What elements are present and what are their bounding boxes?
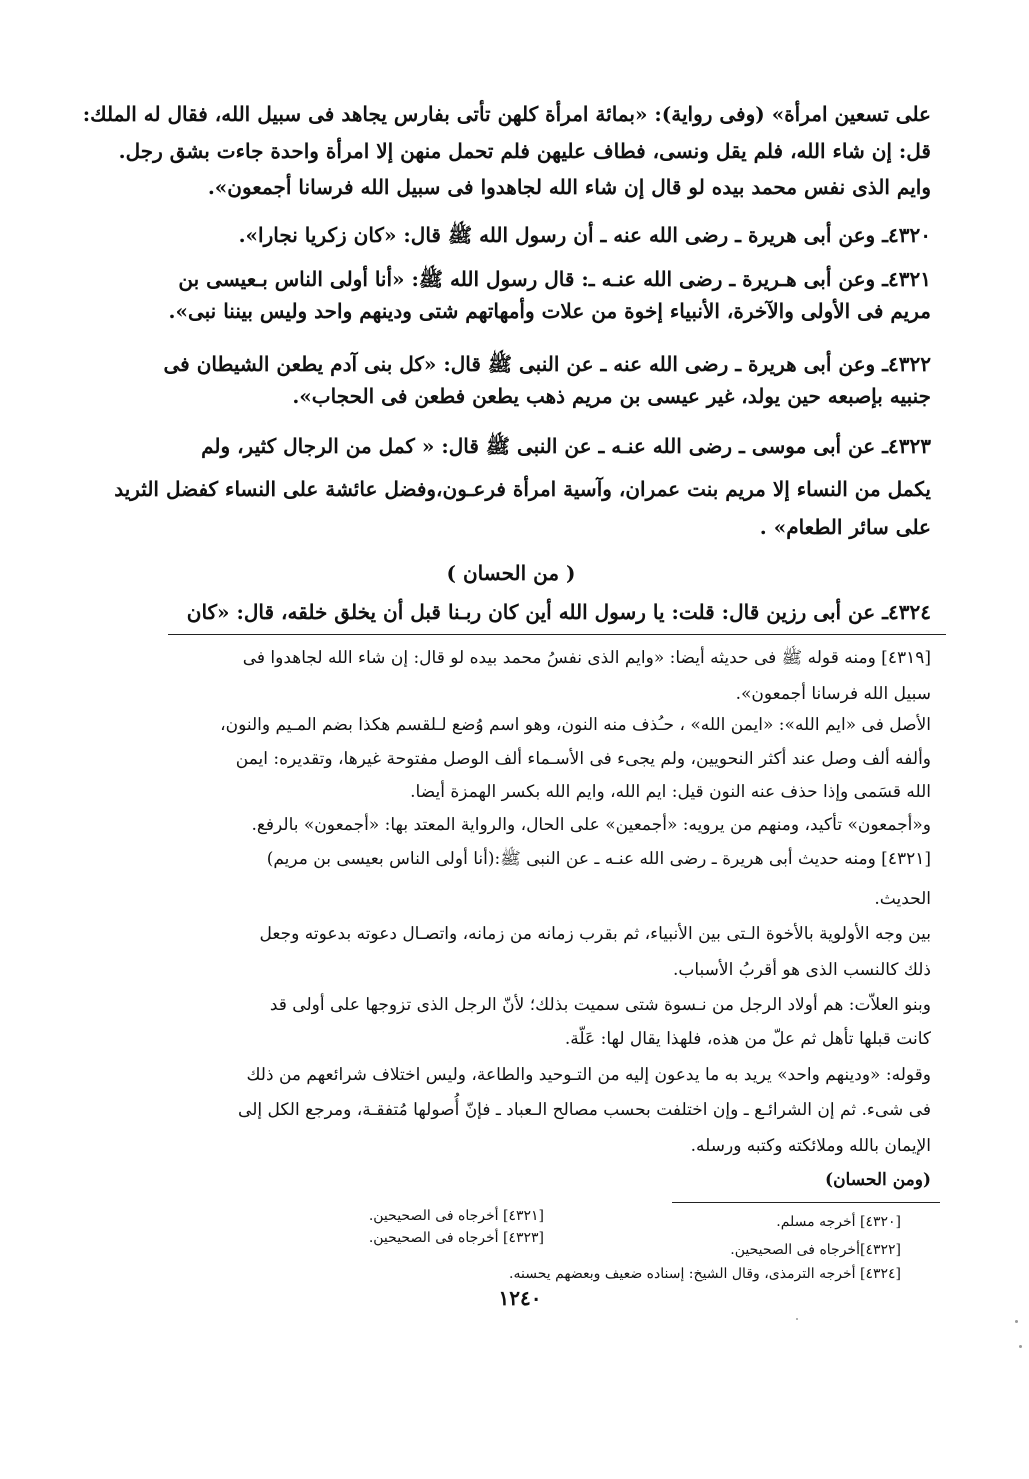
scan-speck [796, 1318, 798, 1320]
footnote-separator-rule [672, 1202, 940, 1203]
commentary-line-3: الأصل فى «ايم الله»: «ايمن الله» ، حـُذف منه النون، وهو اسم وُضع لـلقسم هكذا بضم المـيم والنون، [220, 715, 931, 735]
footnote-4320: [٤٣٢٠] أخرجه مسلم. [776, 1214, 901, 1230]
main-separator-rule [168, 634, 946, 635]
commentary-line-14: فى شىء. ثم إن الشرائـع ـ وإن اختلفت بحسب مصالح الـعباد ـ فإنّ أُصولها مُتفقـة، ومرجع الكل إلى [238, 1100, 931, 1120]
section-heading-hasan: ( من الحسان ) [446, 561, 576, 585]
hadith-4321-line-2: مريم فى الأولى والآخرة، الأنبياء إخوة من علات وأمهاتهم شتى ودينهم واحد وليس بيننا نبى». [168, 299, 931, 323]
commentary-line-5: الله قسَمى وإذا حذف عنه النون قيل: ايم الله، وايم الله بكسر الهمزة أيضا. [410, 782, 931, 802]
hadith-4322-line-2: جنبيه بإصبعه حين يولد، غير عيسى بن مريم ذهب يطعن فطعن فى الحجاب». [292, 384, 931, 408]
hadith-4323-line-2: يكمل من النساء إلا مريم بنت عمران، وآسية امرأة فرعـون،وفضل عائشة على النساء كفضل الثريد [114, 477, 931, 501]
commentary-line-7: [٤٣٢١] ومنه حديث أبى هريرة ـ رضى الله عنـه ـ عن النبى ﷺ:(أنا أولى الناس بعيسى بن مريم) [266, 849, 931, 869]
footnote-4324: [٤٣٢٤] أخرجه الترمذى، وقال الشيخ: إسناده ضعيف وبعضهم يحسنه. [509, 1266, 901, 1282]
commentary-line-12: كانت قبلها تأهل ثم علّ من هذه، فلهذا يقال لها: عَلّة. [564, 1029, 931, 1049]
footnote-4322: [٤٣٢٢]أخرجاه فى الصحيحين. [730, 1242, 901, 1258]
commentary-line-13: وقوله: «ودينهم واحد» يريد به ما يدعون إليه من التـوحيد والطاعة، وليس اختلاف شرائعهم من ذلك [246, 1065, 931, 1085]
commentary-line-10: ذلك كالنسب الذى هو أقربُ الأسباب. [672, 960, 931, 980]
hadith-4321-line-1: ٤٣٢١ـ وعن أبى هـريرة ـ رضى الله عنـه ـ: قال رسول الله ﷺ: «أنا أولى الناس بـعيسى بن [178, 267, 931, 291]
footnote-4323: [٤٣٢٣] أخرجاه فى الصحيحين. [368, 1230, 544, 1246]
hadith-4322-line-1: ٤٣٢٢ـ وعن أبى هريرة ـ رضى الله عنه ـ عن النبى ﷺ قال: «كل بنى آدم يطعن الشيطان فى [163, 352, 931, 376]
hadith-4323-line-1: ٤٣٢٣ـ عن أبى موسى ـ رضى الله عنـه ـ عن النبى ﷺ قال: « كمل من الرجال كثير، ولم [201, 434, 931, 458]
hadith-4320: ٤٣٢٠ـ وعن أبى هريرة ـ رضى الله عنه ـ أن رسول الله ﷺ قال: «كان زكريا نجارا». [238, 223, 931, 247]
commentary-line-1: [٤٣١٩] ومنه قوله ﷺ فى حديثه أيضا: «وايم الذى نفسُ محمد بيده لو قال: إن شاء الله لجاهدوا فى [242, 648, 931, 668]
main-line-1: على تسعين امرأة» (وفى رواية): «بمائة امرأة كلهن تأتى بفارس يجاهد فى سبيل الله، فقال له الملك: [82, 102, 931, 126]
commentary-line-9: بين وجه الأولوية بالأخوة الـتى بين الأنبياء، ثم بقرب زمانه من زمانه، واتصـال دعوته بدعوته وجعل [259, 924, 931, 944]
main-line-2: قل: إن شاء الله، فلم يقل ونسى، فطاف عليهن فلم تحمل منهن إلا امرأة واحدة جاءت بشق رجل. [118, 139, 931, 163]
commentary-line-6: و«أجمعون» تأكيد، ومنهم من يرويه: «أجمعين» على الحال، والرواية المعتد بها: «أجمعون» بالرفع. [251, 815, 931, 835]
commentary-line-4: وألفه ألف وصل عند أكثر النحويين، ولم يجىء فى الأسـماء ألف الوصل مفتوحة غيرها، وتقديره: ايمن [235, 749, 931, 769]
commentary-line-15: الإيمان بالله وملائكته وكتبه ورسله. [690, 1136, 931, 1156]
commentary-heading-hasan: (ومن الحسان) [825, 1170, 931, 1190]
scan-speck [1019, 1345, 1022, 1348]
scan-speck [1015, 1320, 1018, 1323]
main-line-3: وايم الذى نفس محمد بيده لو قال إن شاء الله لجاهدوا فى سبيل الله فرسانا أجمعون». [207, 175, 931, 199]
commentary-line-8: الحديث. [874, 889, 931, 909]
hadith-4323-line-3: على سائر الطعام» . [759, 515, 931, 539]
hadith-4324-line-1: ٤٣٢٤ـ عن أبى رزين قال: قلت: يا رسول الله أين كان ربـنا قبل أن يخلق خلقه، قال: «كان [186, 600, 931, 624]
footnote-4321: [٤٣٢١] أخرجاه فى الصحيحين. [368, 1208, 544, 1224]
commentary-line-2: سبيل الله فرسانا أجمعون». [735, 684, 931, 704]
commentary-line-11: وبنو العلاّت: هم أولاد الرجل من نـسوة شتى سميت بذلك؛ لأنّ الرجل الذى تزوجها على أولى قد [269, 995, 931, 1015]
page-number: ١٢٤٠ [498, 1286, 542, 1310]
